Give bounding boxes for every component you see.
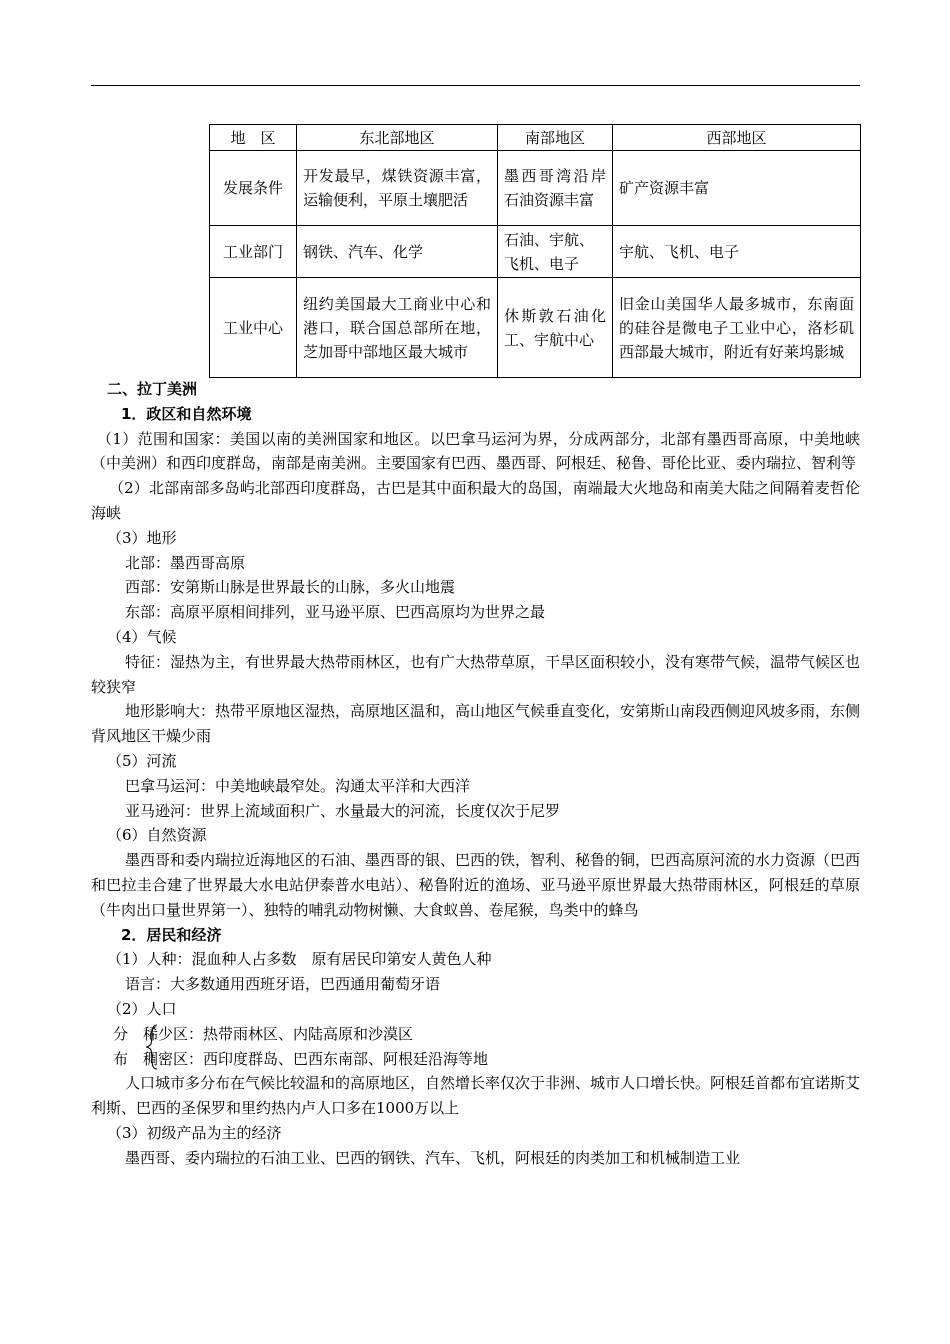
- table-cell: 开发最早，煤铁资源丰富，运输便利，平原土壤肥活: [297, 151, 498, 226]
- population-distribution: [91, 1022, 860, 1072]
- table-header-cell: 南部地区: [498, 125, 613, 151]
- paragraph: 地形影响大：热带平原地区湿热，高原地区温和，高山地区气候垂直变化，安第斯山南段西侧迎风坡多雨，东侧背风地区干燥少雨: [91, 702, 861, 746]
- brace-icon: [145, 1024, 159, 1070]
- item-title: （4）气候: [107, 627, 177, 646]
- population-dense: 布 稠密区：西印度群岛、巴西东南部、阿根廷沿海等地: [113, 1049, 489, 1068]
- paragraph: 北部：墨西哥高原: [125, 553, 246, 572]
- table-header-row: [210, 125, 861, 151]
- item-title: （2）人口: [107, 999, 177, 1018]
- table-cell: 矿产资源丰富: [613, 151, 861, 226]
- subsection-heading: 1．政区和自然环境: [121, 404, 252, 423]
- header-rule: [91, 85, 860, 86]
- paragraph: 巴拿马运河：中美地峡最窄处。沟通太平洋和大西洋: [125, 776, 471, 795]
- table-cell: 工业部门: [210, 226, 297, 278]
- paragraph: （2）北部南部多岛屿北部西印度群岛，古巴是其中面积最大的岛国，南端最大火地岛和南美大陆之间隔着麦哲伦海峡: [91, 479, 860, 522]
- paragraph: 亚马逊河：世界上流域面积广、水量最大的河流，长度仅次于尼罗: [125, 801, 561, 820]
- table-cell: 纽约美国最大工商业中心和港口，联合国总部所在地，芝加哥中部地区最大城市: [297, 278, 498, 378]
- table-cell: 石油、宇航、飞机、电子: [498, 226, 613, 278]
- item-title: （3）地形: [107, 528, 177, 547]
- table-cell: 休斯敦石油化工、宇航中心: [498, 278, 613, 378]
- population-sparse: 分 稀少区：热带雨林区、内陆高原和沙漠区: [113, 1024, 414, 1043]
- paragraph: 东部：高原平原相间排列，亚马逊平原、巴西高原均为世界之最: [125, 603, 546, 622]
- paragraph: 特征：湿热为主，有世界最大热带雨林区，也有广大热带草原，干旱区面积较小，没有寒带气候，温带气候区也较狭窄: [91, 652, 861, 696]
- latin-america-section: [91, 377, 860, 1171]
- table-cell: 钢铁、汽车、化学: [297, 226, 498, 278]
- table-cell: 墨西哥湾沿岸石油资源丰富: [498, 151, 613, 226]
- table-header-cell: 西部地区: [613, 125, 861, 151]
- table-cell: 工业中心: [210, 278, 297, 378]
- paragraph: 语言：大多数通用西班牙语，巴西通用葡萄牙语: [125, 975, 441, 994]
- table-cell: 宇航、飞机、电子: [613, 226, 861, 278]
- table-row: [210, 151, 861, 226]
- table-row: [210, 278, 861, 378]
- table-row: [210, 226, 861, 278]
- paragraph: （1）范围和国家：美国以南的美洲国家和地区。以巴拿马运河为界，分成两部分，北部有墨西哥高原，中美地峡（中美洲）和西印度群岛，南部是南美洲。主要国家有巴西、墨西哥、阿根廷、秘鲁、哥伦比亚、委内瑞拉、智利等: [91, 429, 860, 473]
- paragraph: 墨西哥、委内瑞拉的石油工业、巴西的钢铁、汽车、飞机，阿根廷的肉类加工和机械制造工业: [125, 1148, 741, 1167]
- table-header-cell: 地 区: [210, 125, 297, 151]
- item-title: （6）自然资源: [107, 826, 207, 845]
- subsection-heading: 2．居民和经济: [121, 925, 222, 944]
- table-header-cell: 东北部地区: [297, 125, 498, 151]
- paragraph: 西部：安第斯山脉是世界最长的山脉，多火山地震: [125, 578, 456, 597]
- table-cell: 旧金山美国华人最多城市，东南面的硅谷是微电子工业中心，洛杉矶西部最大城市，附近有好莱坞影城: [613, 278, 861, 378]
- paragraph: 人口城市多分布在气候比较温和的高原地区，自然增长率仅次于非洲、城市人口增长快。阿根廷首都布宜诺斯艾利斯、巴西的圣保罗和里约热内卢人口多在1000万以上: [91, 1074, 861, 1118]
- paragraph: 墨西哥和委内瑞拉近海地区的石油、墨西哥的银、巴西的铁，智利、秘鲁的铜，巴西高原河流的水力资源（巴西和巴拉圭合建了世界最大水电站伊泰普水电站）、秘鲁附近的渔场、亚马逊平原世界最大热带雨林区，阿根廷的草原（牛肉出口量世界第一）、独特的哺乳动物树懒、大食蚁兽、卷尾猴，鸟类中的蜂鸟: [91, 851, 861, 919]
- item-title: （5）河流: [107, 751, 177, 770]
- section-heading: 二、拉丁美洲: [107, 380, 198, 398]
- us-regions-table: [209, 124, 861, 378]
- paragraph: （1）人种：混血种人占多数 原有居民印第安人黄色人种: [107, 950, 492, 969]
- item-title: （3）初级产品为主的经济: [107, 1123, 282, 1142]
- table-cell: 发展条件: [210, 151, 297, 226]
